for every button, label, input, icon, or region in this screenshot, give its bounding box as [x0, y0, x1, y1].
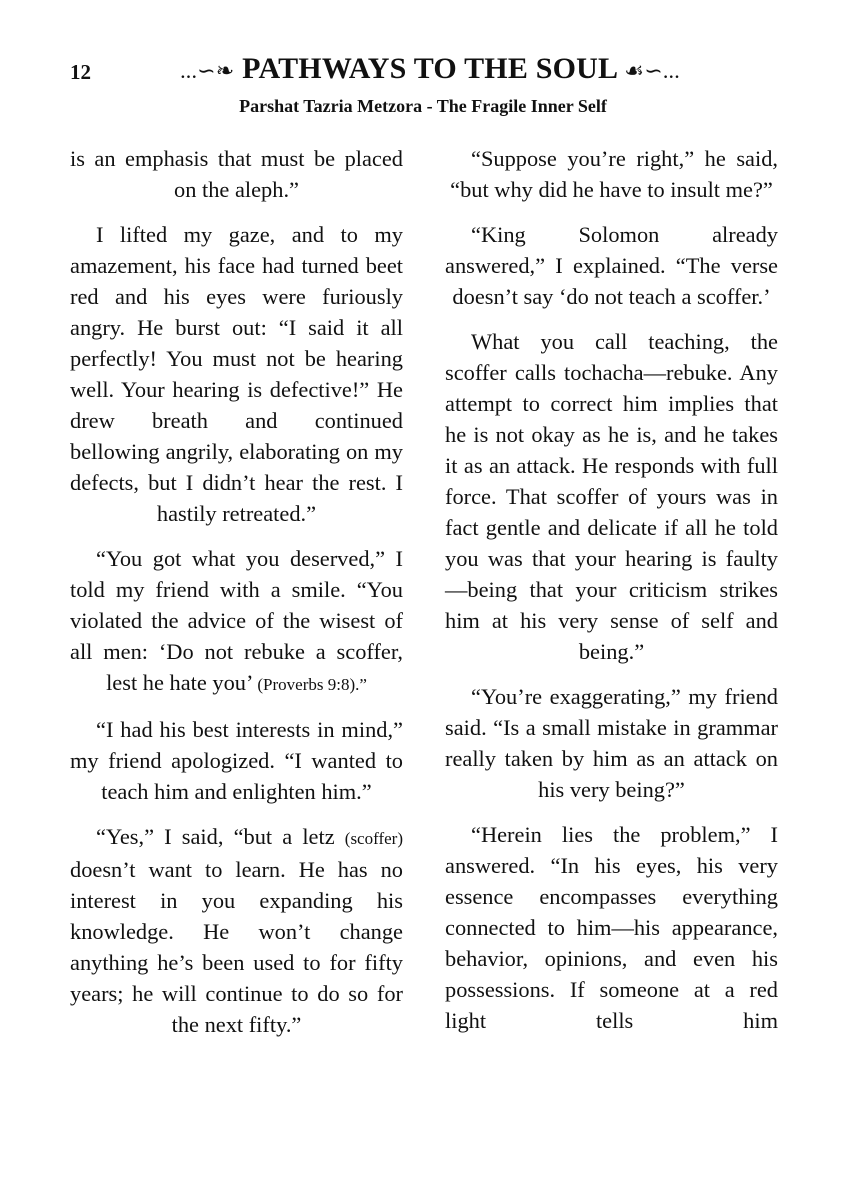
paragraph — [445, 819, 778, 1036]
ornament-left-icon: ...∽❧ — [180, 58, 235, 83]
paragraph — [70, 143, 403, 205]
paragraph-text: I lifted my gaze, and to my amazement, his face had turned beet red and his eyes were furiously angry. He burst out: “I said it all perfectly! You must not be hearing well. Your hearing is defective!” He drew breath and continued bellowing angrily, elaborating on my defects, but I didn’t hear the rest. I hastily retreated.” — [70, 222, 403, 526]
paragraph — [445, 681, 778, 805]
chapter-subtitle: Parshat Tazria Metzora - The Fragile Inner Self — [239, 96, 607, 116]
paragraph-text: What you call teaching, the scoffer calls tochacha—rebuke. Any attempt to correct him implies that he is not okay as he is, and he takes it as an attack. He responds with full force. That scoffer of yours was in fact gentle and delicate if all he told you was that your hearing is faulty—being that your criticism strikes him at his very sense of self and being.” — [445, 329, 778, 664]
paragraph — [445, 326, 778, 667]
paragraph-text: “Herein lies the problem,” I answered. “In his eyes, his very essence encompasses everything connected to him—his appearance, behavior, opinions, and even his possessions. If someone at a red light tells him — [445, 822, 778, 1033]
paragraph — [70, 714, 403, 807]
ornament-right-icon: ☙∽... — [624, 58, 680, 83]
paragraph-text: “You got what you deserved,” I told my friend with a smile. “You violated the advice of the wisest of all men: ‘Do not rebuke a scoffer, lest he hate you’ — [70, 546, 403, 695]
paragraph — [445, 219, 778, 312]
paragraph-text: “You’re exaggerating,” my friend said. “Is a small mistake in grammar really taken by him as an attack on his very being?” — [445, 684, 778, 802]
page-number: 12 — [70, 60, 91, 84]
inline-note: (Proverbs 9:8).” — [257, 675, 367, 694]
paragraph — [70, 543, 403, 700]
paragraph-text: doesn’t want to learn. He has no interest in you expanding his knowledge. He won’t change anything he’s been used to for fifty years; he will continue to do so for the next fifty.” — [70, 857, 403, 1037]
paragraph-text: “Suppose you’re right,” he said, “but why did he have to insult me?” — [450, 146, 778, 202]
paragraph-text: “King Solomon already answered,” I explained. “The verse doesn’t say ‘do not teach a scoffer.’ — [445, 222, 778, 309]
text-column-left — [70, 143, 403, 1054]
text-column-right — [445, 143, 778, 1036]
paragraph — [445, 143, 778, 205]
running-header — [130, 52, 730, 86]
paragraph — [70, 219, 403, 529]
book-title: PATHWAYS TO THE SOUL — [242, 52, 617, 85]
paragraph-text: is an emphasis that must be placed on the aleph.” — [70, 146, 403, 202]
paragraph-text: “Yes,” I said, “but a letz — [96, 824, 345, 849]
inline-note: (scoffer) — [344, 829, 403, 848]
paragraph-text: “I had his best interests in mind,” my friend apologized. “I wanted to teach him and enlighten him.” — [70, 717, 403, 804]
paragraph — [70, 821, 403, 1040]
